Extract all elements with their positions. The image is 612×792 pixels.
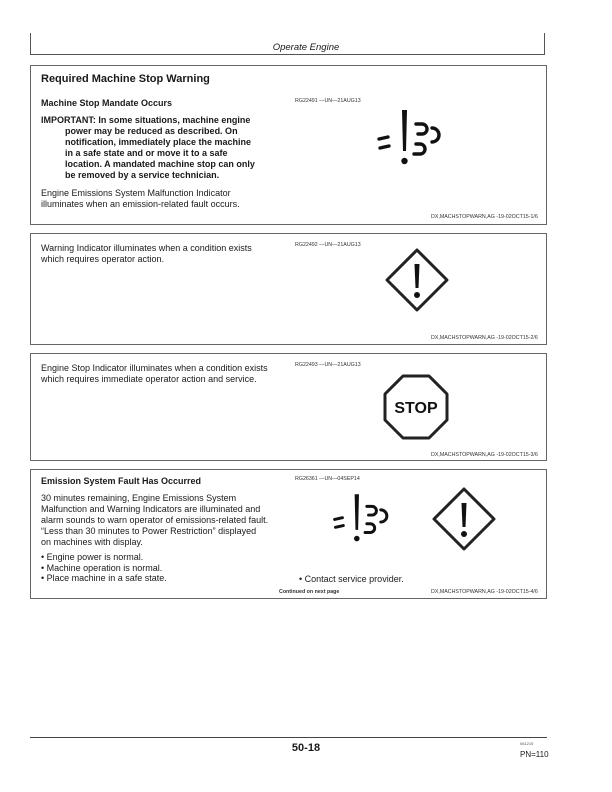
- list-item: • Place machine in a safe state.: [41, 573, 167, 584]
- image-id: RG22493 —UN—21AUG13: [295, 362, 361, 368]
- body-line: on machines with display.: [41, 537, 143, 547]
- engine-emissions-malfunction-icon: [376, 106, 461, 171]
- section-body: [41, 188, 301, 210]
- section-body: [41, 493, 311, 548]
- important-line: IMPORTANT: In some situations, machine engine: [41, 115, 251, 125]
- page-number: 50-18: [291, 742, 321, 754]
- section-title: Required Machine Stop Warning: [41, 73, 210, 85]
- body-line: alarm sounds to warn operator of emissions-related fault.: [41, 515, 269, 525]
- body-line: 30 minutes remaining, Engine Emissions System: [41, 493, 237, 503]
- section-engine-stop-indicator: [30, 353, 547, 461]
- section-body: [41, 243, 301, 265]
- footer-divider: [30, 737, 547, 738]
- reference-code: DX,MACHSTOPWARN,AG -19-02OCT15-4/6: [431, 589, 538, 595]
- section-required-machine-stop: [30, 65, 547, 225]
- section-warning-indicator: [30, 233, 547, 345]
- reference-code: DX,MACHSTOPWARN,AG -19-02OCT15-3/6: [431, 452, 538, 458]
- warning-diamond-icon: [384, 247, 450, 313]
- doc-code: 061215: [520, 741, 534, 746]
- engine-emissions-malfunction-icon: [332, 490, 406, 548]
- important-line: be removed by a service technician.: [65, 170, 220, 180]
- important-line: power may be reduced as described. On: [65, 126, 238, 136]
- page-header-title: Operate Engine: [272, 42, 340, 53]
- section-body: [41, 363, 311, 385]
- section-title: Emission System Fault Has Occurred: [41, 476, 202, 486]
- continued-note: Continued on next page: [279, 589, 340, 595]
- image-id: RG26361 —UN—04SEP14: [295, 476, 360, 482]
- important-note: [41, 115, 291, 181]
- section-emission-system-fault: [30, 469, 547, 599]
- body-line: illuminates when an emission-related fault occurs.: [41, 199, 240, 209]
- body-line: Malfunction and Warning Indicators are illuminated and: [41, 504, 261, 514]
- stop-octagon-icon: [383, 374, 449, 440]
- pn-label: PN=110: [520, 750, 549, 759]
- reference-code: DX,MACHSTOPWARN,AG -19-02OCT15-1/6: [431, 214, 538, 220]
- important-line: location. A mandated machine stop can only: [65, 159, 255, 169]
- section-subtitle: Machine Stop Mandate Occurs: [41, 98, 173, 108]
- body-line: Warning Indicator illuminates when a condition exists: [41, 243, 252, 253]
- list-item: • Machine operation is normal.: [41, 563, 167, 574]
- body-line: which requires immediate operator action and service.: [41, 374, 257, 384]
- body-line: Engine Stop Indicator illuminates when a condition exists: [41, 363, 268, 373]
- action-list: [299, 574, 404, 585]
- status-list: [41, 552, 167, 584]
- image-id: RG22492 —UN—21AUG13: [295, 242, 361, 248]
- important-line: in a safe state and or move it to a safe: [65, 148, 228, 158]
- body-line: “Less than 30 minutes to Power Restriction” displayed: [41, 526, 257, 536]
- list-item: • Contact service provider.: [299, 574, 404, 585]
- image-id: RG22491 —UN—21AUG13: [295, 98, 361, 104]
- body-line: which requires operator action.: [41, 254, 165, 264]
- body-line: Engine Emissions System Malfunction Indicator: [41, 188, 231, 198]
- stop-label: STOP: [394, 400, 438, 417]
- important-line: notification, immediately place the machine: [65, 137, 252, 147]
- list-item: • Engine power is normal.: [41, 552, 167, 563]
- reference-code: DX,MACHSTOPWARN,AG -19-02OCT15-2/6: [431, 335, 538, 341]
- warning-diamond-icon: [431, 486, 497, 552]
